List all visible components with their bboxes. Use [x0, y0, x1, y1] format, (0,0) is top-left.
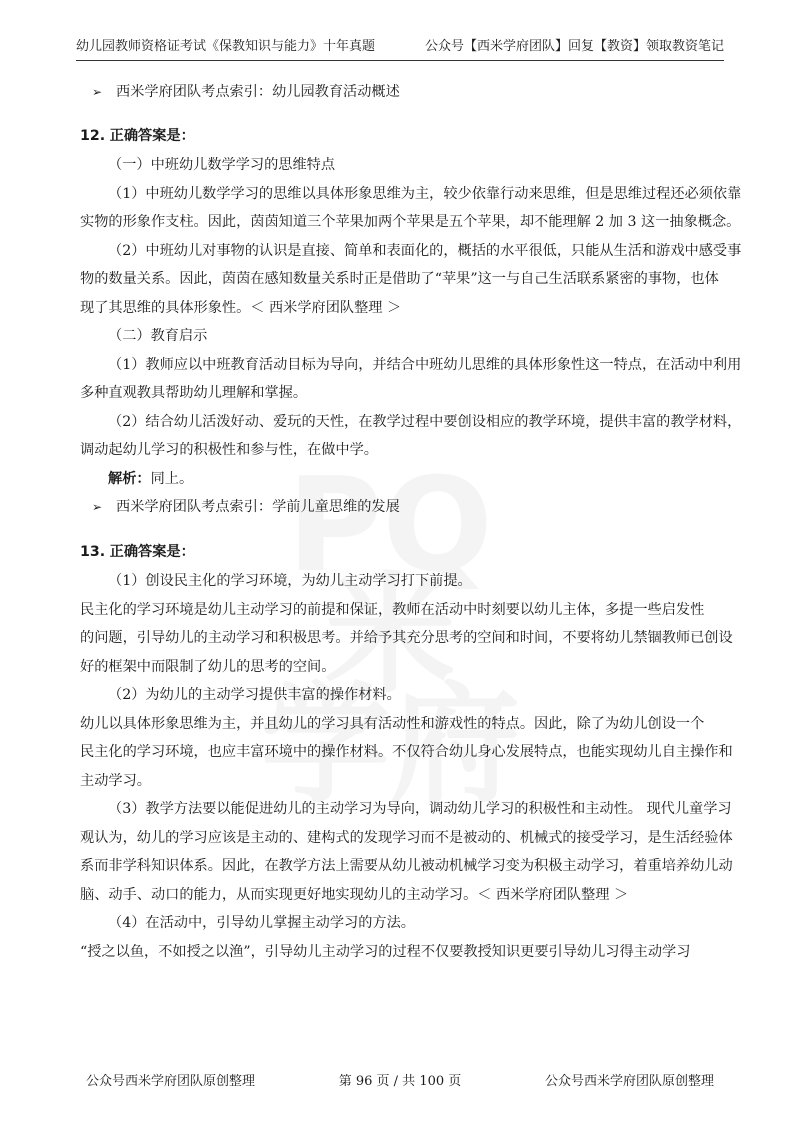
section-heading: （二）教育启示: [108, 328, 208, 344]
paragraph-line: “授之以鱼，不如授之以渔”，引导幼儿主动学习的过程不仅要教授知识更要引导幼儿习得主动学习: [80, 944, 691, 960]
paragraph-line: 好的框架中而限制了幼儿的思考的空间。: [80, 659, 336, 675]
paragraph-line: （2）中班幼儿对事物的认识是直接、简单和表面化的，概括的水平很低，只能从生活和游戏中感受事: [108, 243, 742, 259]
index-line: ➢ 西米学府团队考点索引：学前儿童思维的发展: [92, 499, 400, 515]
section-heading: （一）中班幼儿数学学习的思维特点: [108, 157, 336, 173]
arrow-bullet-icon: ➢: [92, 85, 103, 99]
paragraph-line: （2）结合幼儿活泼好动、爱玩的天性，在教学过程中要创设相应的教学环境，提供丰富的教学材料，: [108, 414, 742, 430]
page-number: 第 96 页 / 共 100 页: [338, 1074, 462, 1089]
paragraph-line: 幼儿以具体形象思维为主，并且幼儿的学习具有活动性和游戏性的特点。因此，除了为幼儿创设一个: [80, 716, 705, 732]
question-12-heading: 12. 正确答案是：: [80, 128, 195, 144]
paragraph-line: 民主化的学习环境，也应丰富环境中的操作材料。不仅符合幼儿身心发展特点，也能实现幼儿自主操作和: [80, 744, 733, 760]
paragraph-line: 脑、动手、动口的能力，从而实现更好地实现幼儿的主动学习。＜ 西米学府团队整理 ＞: [80, 887, 629, 903]
paragraph-line: 的问题，引导幼儿的主动学习和积极思考。并给予其充分思考的空间和时间，不要将幼儿禁锢教师已创设: [80, 630, 733, 646]
header-title: 幼儿园教师资格证考试《保教知识与能力》十年真题: [76, 39, 376, 54]
paragraph-line: 物的数量关系。因此，茵茵在感知数量关系时正是借助了“苹果”这一与自己生活联系紧密的事物，也体: [80, 271, 719, 287]
footer-left: 公众号西米学府团队原创整理: [86, 1074, 256, 1089]
page-header: [76, 34, 724, 61]
paragraph-line: 调动起幼儿学习的积极性和参与性，在做中学。: [80, 442, 378, 458]
page-footer: [86, 1072, 714, 1092]
section-heading: （1）创设民主化的学习环境，为幼儿主动学习打下前提。: [108, 573, 472, 589]
paragraph-line: 现了其思维的具体形象性。＜ 西米学府团队整理 ＞: [80, 300, 402, 316]
section-heading: （2）为幼儿的主动学习提供丰富的操作材料。: [108, 687, 401, 703]
paragraph-line: 观认为，幼儿的学习应该是主动的、建构式的发现学习而不是被动的、机械式的接受学习，是生活经验体: [80, 830, 733, 846]
paragraph-line: （3）教学方法要以能促进幼儿的主动学习为导向，调动幼儿学习的积极性和主动性。 现代儿童学习: [108, 801, 732, 817]
footer-right: 公众号西米学府团队原创整理: [544, 1074, 714, 1089]
paragraph-line: 实物的形象作支柱。因此，茵茵知道三个苹果加两个苹果是五个苹果，却不能理解 2 加 3 这一抽象概念。: [80, 214, 741, 230]
index-line: ➢ 西米学府团队考点索引：幼儿园教育活动概述: [92, 84, 400, 100]
question-13-heading: 13. 正确答案是：: [80, 544, 195, 560]
paragraph-line: 主动学习。: [80, 773, 151, 789]
paragraph-line: 多种直观教具帮助幼儿理解和掌握。: [80, 385, 308, 401]
header-promo: 公众号【西米学府团队】回复【教资】领取教资笔记: [424, 39, 724, 54]
paragraph-line: （1）中班幼儿数学学习的思维以具体形象思维为主，较少依靠行动来思维，但是思维过程还必须依靠: [108, 186, 742, 202]
paragraph-line: 系而非学科知识体系。因此，在教学方法上需要从幼儿被动机械学习变为积极主动学习，着重培养幼儿动: [80, 858, 733, 874]
paragraph-line: （1）教师应以中班教育活动目标为导向，并结合中班幼儿思维的具体形象性这一特点，在活动中利用: [108, 357, 742, 373]
section-heading: （4）在活动中，引导幼儿掌握主动学习的方法。: [108, 915, 415, 931]
analysis-line: 解析：同上。: [108, 471, 194, 487]
paragraph-line: 民主化的学习环境是幼儿主动学习的前提和保证，教师在活动中时刻要以幼儿主体，多提一些启发性: [80, 602, 705, 618]
arrow-bullet-icon: ➢: [92, 500, 103, 514]
